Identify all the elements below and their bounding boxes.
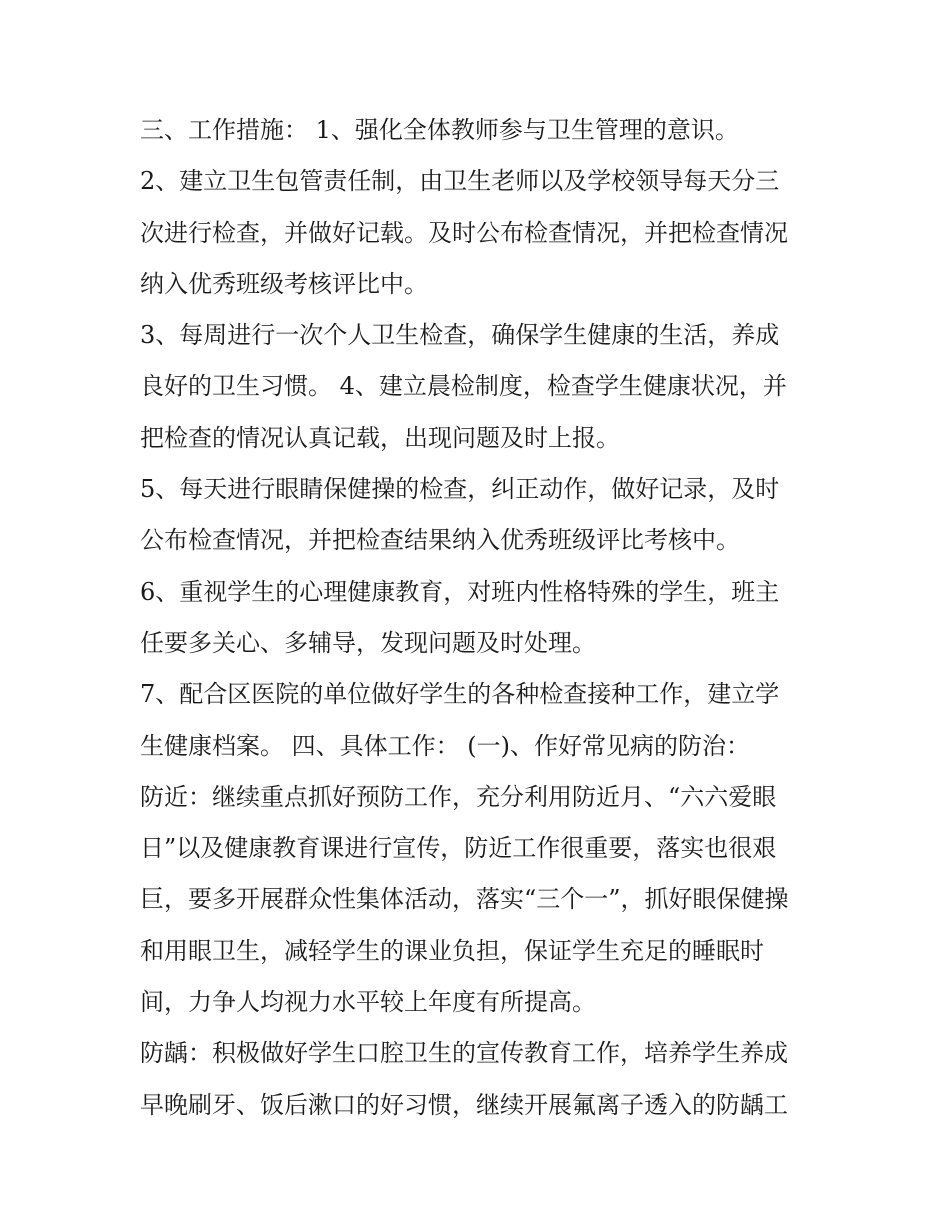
text-line: 防近：继续重点抓好预防工作，充分利用防近月、“六六爱眼 (140, 782, 777, 811)
text-line: 6、重视学生的心理健康教育，对班内性格特殊的学生，班主 (140, 577, 780, 606)
text-line: 三、工作措施： 1、强化全体教师参与卫生管理的意识。 (140, 116, 739, 144)
text-line: 间，力争人均视力水平较上年度有所提高。 (140, 988, 596, 1017)
text-line: 巨，要多开展群众性集体活动，落实“三个一”，抓好眼保健操 (140, 885, 789, 914)
text-line: 任要多关心、多辅导，发现问题及时处理。 (140, 628, 596, 657)
text-line: 和用眼卫生，减轻学生的课业负担，保证学生充足的睡眠时 (140, 936, 764, 965)
text-line: 次进行检查，并做好记载。及时公布检查情况，并把检查情况 (140, 218, 788, 247)
text-line: 7、配合区医院的单位做好学生的各种检查接种工作，建立学 (140, 680, 780, 709)
text-line: 日”以及健康教育课进行宣传，防近工作很重要，落实也很艰 (140, 834, 777, 863)
document-body (140, 108, 820, 1134)
text-line: 防龋：积极做好学生口腔卫生的宣传教育工作，培养学生养成 (140, 1039, 788, 1068)
text-line: 公布检查情况，并把检查结果纳入优秀班级评比考核中。 (140, 526, 740, 555)
text-line: 把检查的情况认真记载，出现问题及时上报。 (140, 423, 620, 452)
text-line: 早晚刷牙、饭后漱口的好习惯，继续开展氟离子透入的防龋工 (140, 1090, 788, 1119)
text-line: 良好的卫生习惯。 4、建立晨检制度，检查学生健康状况，并 (140, 372, 787, 401)
text-line: 生健康档案。 四、具体工作： (一)、作好常见病的防治： (140, 731, 750, 760)
text-line: 5、每天进行眼睛保健操的检查，纠正动作，做好记录，及时 (140, 475, 780, 504)
text-line: 3、每周进行一次个人卫生检查，确保学生健康的生活，养成 (140, 321, 780, 350)
text-line: 2、建立卫生包管责任制，由卫生老师以及学校领导每天分三 (140, 167, 780, 196)
text-line: 纳入优秀班级考核评比中。 (140, 269, 428, 298)
